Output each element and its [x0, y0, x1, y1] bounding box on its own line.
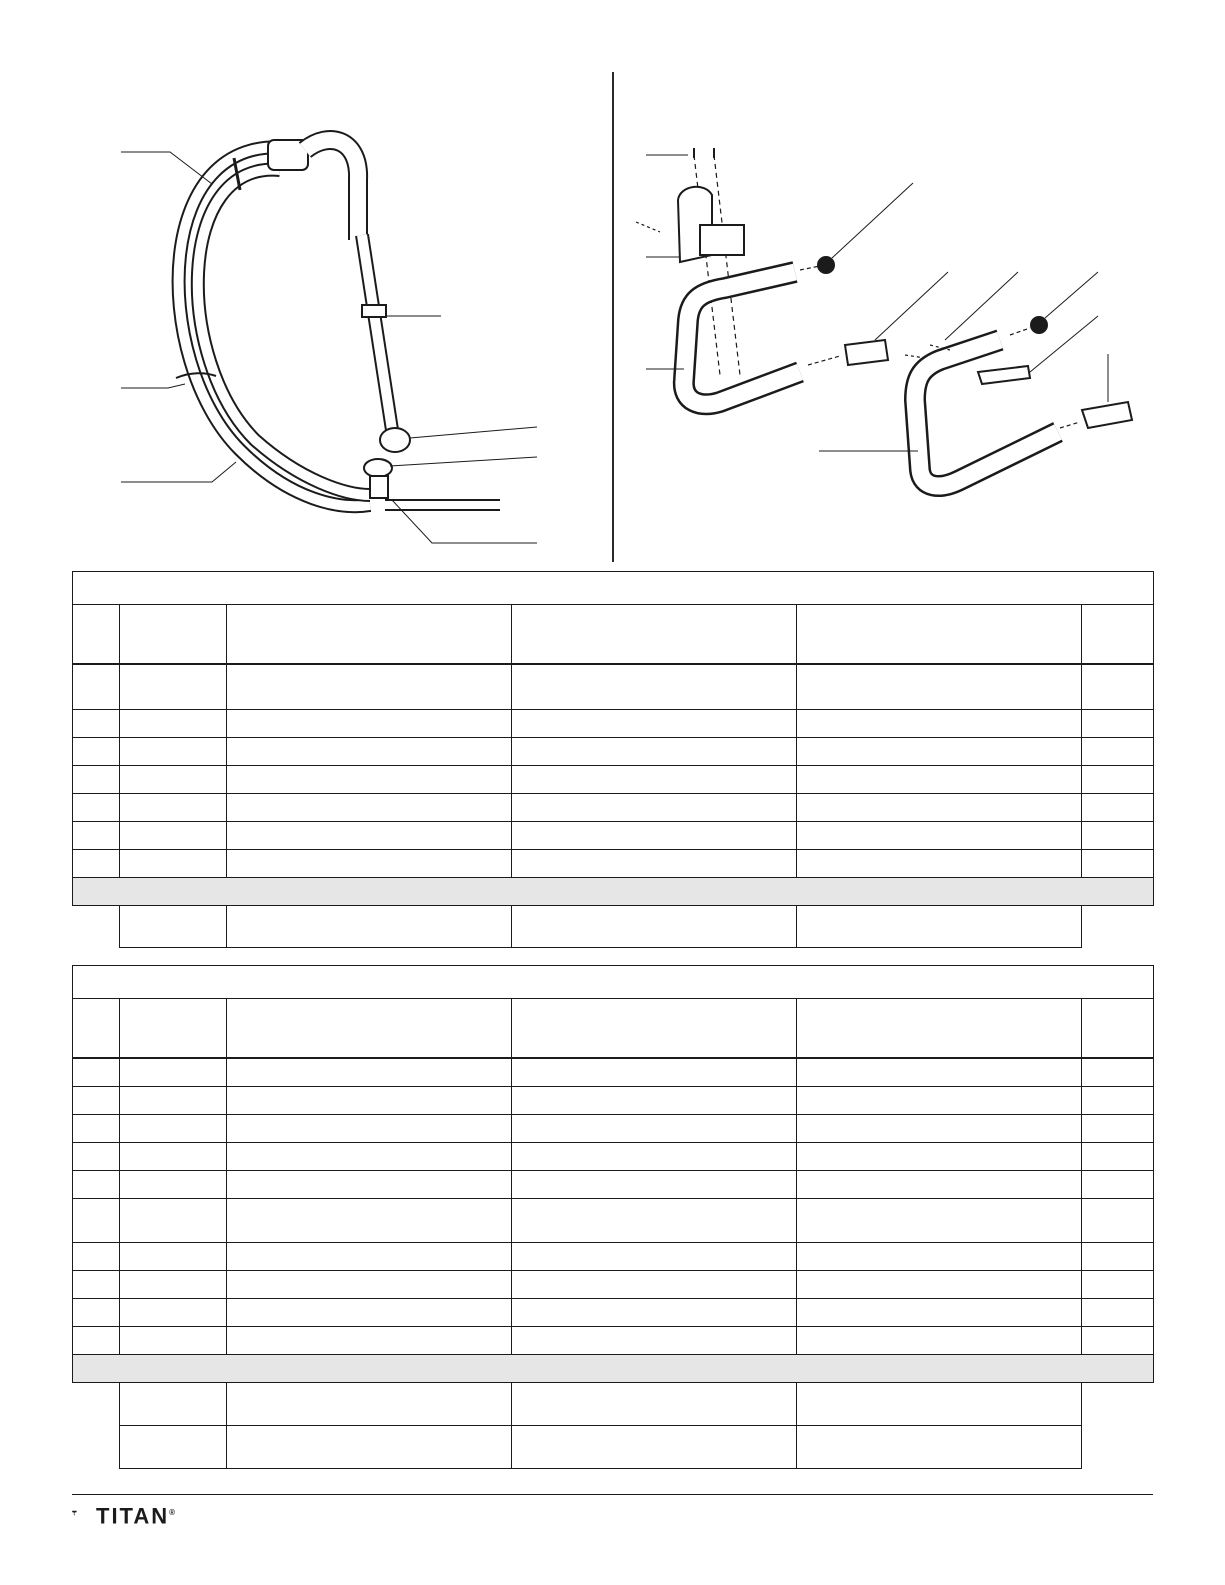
parts-table-2 [72, 965, 1154, 1469]
table-row [73, 793, 1154, 821]
table-row [73, 1298, 1154, 1326]
col-header-part [120, 605, 227, 665]
brand-logo-text [96, 1500, 175, 1529]
titan-logo-icon [72, 1500, 96, 1526]
col-header-desc-3 [797, 605, 1082, 665]
table-band-row [73, 1354, 1154, 1382]
table-row [73, 1242, 1154, 1270]
table-row [73, 1326, 1154, 1354]
table-row [73, 765, 1154, 793]
col-header-desc-1 [227, 605, 512, 665]
table-band-row [73, 877, 1154, 905]
table-row [73, 1058, 1154, 1086]
table-row [73, 1382, 1154, 1425]
table-row [73, 1142, 1154, 1170]
col-header-qty [1082, 999, 1154, 1059]
parts-table-1 [72, 571, 1154, 948]
col-header-desc-1 [227, 999, 512, 1059]
exploded-parts-diagram [0, 0, 1225, 570]
table-row [73, 905, 1154, 947]
table-row [73, 1198, 1154, 1242]
col-header-desc-2 [512, 999, 797, 1059]
table-row [73, 1086, 1154, 1114]
brand-name: TITAN [96, 1503, 170, 1529]
trademark-symbol: ® [169, 1508, 176, 1517]
siphon-hose-assembly [176, 140, 500, 506]
table-row [73, 737, 1154, 765]
table-row [73, 1425, 1154, 1468]
cart-handle-assembly [636, 148, 1132, 486]
table-row [73, 849, 1154, 877]
table-row [73, 664, 1154, 709]
table-row [73, 709, 1154, 737]
col-header-item [73, 999, 120, 1059]
footer-rule [72, 1494, 1153, 1495]
table-row [73, 1270, 1154, 1298]
col-header-item [73, 605, 120, 665]
table-row [73, 1114, 1154, 1142]
table-header-row [73, 999, 1154, 1059]
col-header-qty [1082, 605, 1154, 665]
table-title-row [73, 572, 1154, 605]
col-header-desc-2 [512, 605, 797, 665]
col-header-part [120, 999, 227, 1059]
table-header-row [73, 605, 1154, 665]
table-title-row [73, 966, 1154, 999]
col-header-desc-3 [797, 999, 1082, 1059]
table-row [73, 1170, 1154, 1198]
table-row [73, 821, 1154, 849]
diagram-divider [612, 72, 614, 562]
